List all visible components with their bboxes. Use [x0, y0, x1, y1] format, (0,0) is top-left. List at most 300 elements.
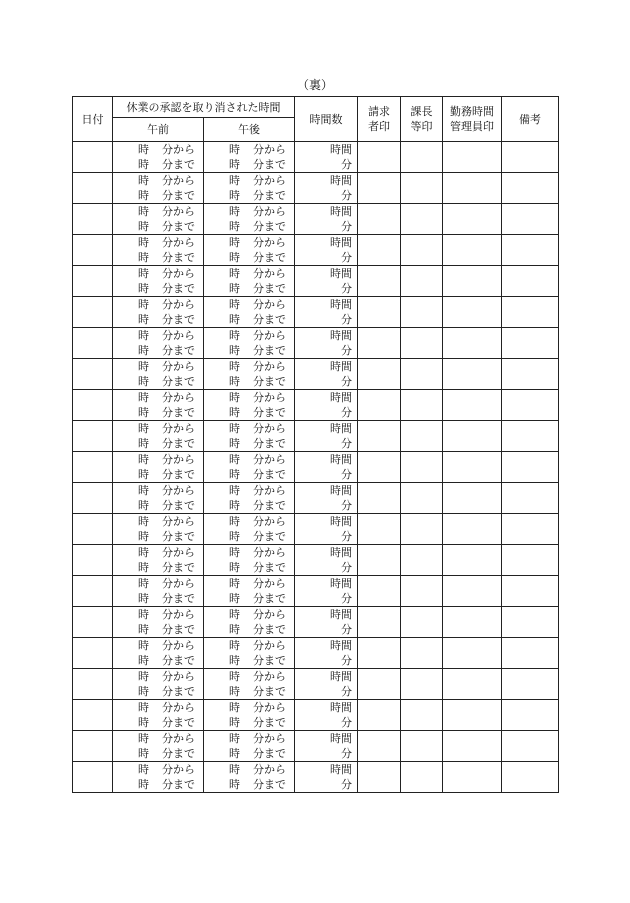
time-until-line	[229, 746, 294, 761]
hour-label: 時	[138, 205, 149, 218]
minute-from-label: 分から	[253, 174, 286, 187]
hours-cell[interactable]	[295, 545, 358, 576]
time-until-line	[229, 591, 294, 606]
hours-unit-label: 時間	[330, 608, 352, 621]
date-header: 日付	[73, 97, 113, 142]
hour-label: 時	[138, 685, 149, 698]
remarks-cell[interactable]	[502, 173, 559, 204]
hour-label: 時	[229, 406, 240, 419]
attendance-seal-cell[interactable]	[443, 607, 502, 638]
minute-from-label: 分から	[162, 763, 195, 776]
manager-seal-cell[interactable]	[401, 266, 443, 297]
table-row	[73, 297, 559, 328]
hours-cell[interactable]	[295, 700, 358, 731]
minute-until-label: 分まで	[162, 654, 195, 667]
date-cell[interactable]	[73, 514, 113, 545]
hour-label: 時	[229, 747, 240, 760]
hour-label: 時	[229, 453, 240, 466]
hour-label: 時	[138, 375, 149, 388]
attendance-seal-cell[interactable]	[443, 700, 502, 731]
minute-from-label: 分から	[162, 360, 195, 373]
hours-cell[interactable]	[295, 731, 358, 762]
attendance-seal-cell[interactable]	[443, 390, 502, 421]
time-until-line	[138, 467, 203, 482]
table-row	[73, 421, 559, 452]
requester-seal-cell[interactable]	[358, 607, 401, 638]
minute-from-label: 分から	[253, 732, 286, 745]
date-cell[interactable]	[73, 266, 113, 297]
manager-seal-cell[interactable]	[401, 762, 443, 793]
date-cell[interactable]	[73, 297, 113, 328]
remarks-cell[interactable]	[502, 607, 559, 638]
remarks-cell[interactable]	[502, 297, 559, 328]
time-from-line	[229, 421, 294, 436]
attendance-seal-cell[interactable]	[443, 731, 502, 762]
hours-cell[interactable]	[295, 266, 358, 297]
minute-until-label: 分まで	[253, 592, 286, 605]
date-cell[interactable]	[73, 700, 113, 731]
attendance-seal-cell[interactable]	[443, 421, 502, 452]
table-row	[73, 545, 559, 576]
date-cell[interactable]	[73, 669, 113, 700]
time-from-line	[138, 421, 203, 436]
date-cell[interactable]	[73, 359, 113, 390]
hour-label: 時	[229, 282, 240, 295]
requester-seal-cell[interactable]	[358, 669, 401, 700]
time-from-line	[138, 576, 203, 591]
time-from-line	[229, 731, 294, 746]
minute-from-label: 分から	[162, 701, 195, 714]
attendance-seal-cell[interactable]	[443, 452, 502, 483]
time-until-line	[229, 405, 294, 420]
requester-seal-cell[interactable]	[358, 483, 401, 514]
afternoon-time-cell[interactable]	[204, 235, 295, 266]
time-until-line	[229, 188, 294, 203]
table-row	[73, 173, 559, 204]
date-cell[interactable]	[73, 452, 113, 483]
morning-time-cell[interactable]	[113, 204, 204, 235]
time-from-line	[138, 359, 203, 374]
morning-time-cell[interactable]	[113, 483, 204, 514]
minute-from-label: 分から	[253, 143, 286, 156]
morning-time-cell[interactable]	[113, 514, 204, 545]
date-cell[interactable]	[73, 328, 113, 359]
time-from-line	[229, 235, 294, 250]
minute-from-label: 分から	[253, 608, 286, 621]
minute-until-label: 分まで	[253, 716, 286, 729]
time-from-line	[229, 483, 294, 498]
remarks-cell[interactable]	[502, 204, 559, 235]
table-row	[73, 514, 559, 545]
date-cell[interactable]	[73, 545, 113, 576]
hours-cell[interactable]	[295, 142, 358, 173]
manager-seal-header	[401, 97, 443, 142]
minute-until-label: 分まで	[253, 468, 286, 481]
time-from-line	[138, 700, 203, 715]
time-from-line	[229, 266, 294, 281]
time-from-line	[138, 452, 203, 467]
morning-time-cell[interactable]	[113, 762, 204, 793]
table-row	[73, 359, 559, 390]
hours-cell[interactable]	[295, 204, 358, 235]
manager-seal-cell[interactable]	[401, 514, 443, 545]
minutes-unit-label: 分	[341, 530, 352, 543]
manager-seal-cell[interactable]	[401, 545, 443, 576]
hour-label: 時	[138, 747, 149, 760]
manager-seal-cell[interactable]	[401, 576, 443, 607]
attendance-seal-cell[interactable]	[443, 669, 502, 700]
minute-until-label: 分まで	[162, 716, 195, 729]
hours-unit-label: 時間	[330, 577, 352, 590]
manager-seal-cell[interactable]	[401, 390, 443, 421]
attendance-seal-cell[interactable]	[443, 638, 502, 669]
requester-seal-cell[interactable]	[358, 731, 401, 762]
remarks-cell[interactable]	[502, 421, 559, 452]
remarks-cell[interactable]	[502, 266, 559, 297]
minute-until-label: 分まで	[253, 406, 286, 419]
manager-seal-cell[interactable]	[401, 421, 443, 452]
attendance-seal-cell[interactable]	[443, 204, 502, 235]
morning-time-cell[interactable]	[113, 700, 204, 731]
hours-unit-label: 時間	[330, 143, 352, 156]
minute-until-label: 分まで	[253, 313, 286, 326]
remarks-cell[interactable]	[502, 328, 559, 359]
hours-header: 時間数	[295, 97, 358, 142]
manager-seal-cell[interactable]	[401, 173, 443, 204]
minutes-unit-label: 分	[341, 499, 352, 512]
morning-time-cell[interactable]	[113, 669, 204, 700]
requester-seal-cell[interactable]	[358, 235, 401, 266]
time-from-line	[138, 607, 203, 622]
requester-seal-cell[interactable]	[358, 638, 401, 669]
hour-label: 時	[229, 267, 240, 280]
remarks-cell[interactable]	[502, 359, 559, 390]
hours-cell[interactable]	[295, 452, 358, 483]
time-until-line	[138, 746, 203, 761]
hour-label: 時	[229, 639, 240, 652]
attendance-seal-cell[interactable]	[443, 266, 502, 297]
hour-label: 時	[229, 670, 240, 683]
hours-cell[interactable]	[295, 328, 358, 359]
morning-time-cell[interactable]	[113, 638, 204, 669]
hours-cell[interactable]	[295, 173, 358, 204]
minute-from-label: 分から	[253, 763, 286, 776]
remarks-cell[interactable]	[502, 514, 559, 545]
afternoon-time-cell[interactable]	[204, 576, 295, 607]
minute-from-label: 分から	[162, 670, 195, 683]
date-cell[interactable]	[73, 173, 113, 204]
remarks-cell[interactable]	[502, 762, 559, 793]
hour-label: 時	[138, 530, 149, 543]
remarks-cell[interactable]	[502, 545, 559, 576]
minute-from-label: 分から	[253, 267, 286, 280]
morning-time-cell[interactable]	[113, 576, 204, 607]
manager-seal-cell[interactable]	[401, 669, 443, 700]
morning-time-cell[interactable]	[113, 421, 204, 452]
requester-seal-cell[interactable]	[358, 762, 401, 793]
manager-seal-cell[interactable]	[401, 731, 443, 762]
requester-seal-cell[interactable]	[358, 297, 401, 328]
date-cell[interactable]	[73, 421, 113, 452]
requester-seal-cell[interactable]	[358, 514, 401, 545]
minutes-unit-label: 分	[341, 623, 352, 636]
date-cell[interactable]	[73, 638, 113, 669]
time-from-line	[229, 700, 294, 715]
hour-label: 時	[229, 763, 240, 776]
hour-label: 時	[138, 143, 149, 156]
afternoon-time-cell[interactable]	[204, 297, 295, 328]
afternoon-time-cell[interactable]	[204, 142, 295, 173]
morning-time-cell[interactable]	[113, 607, 204, 638]
minute-until-label: 分まで	[162, 778, 195, 791]
attendance-seal-cell[interactable]	[443, 514, 502, 545]
minute-from-label: 分から	[162, 143, 195, 156]
time-from-line	[138, 514, 203, 529]
hours-cell[interactable]	[295, 390, 358, 421]
afternoon-time-cell[interactable]	[204, 669, 295, 700]
afternoon-time-cell[interactable]	[204, 638, 295, 669]
afternoon-time-cell[interactable]	[204, 762, 295, 793]
date-cell[interactable]	[73, 483, 113, 514]
time-from-line	[138, 204, 203, 219]
afternoon-header: 午後	[204, 118, 295, 142]
requester-seal-cell[interactable]	[358, 142, 401, 173]
afternoon-time-cell[interactable]	[204, 421, 295, 452]
afternoon-time-cell[interactable]	[204, 266, 295, 297]
afternoon-time-cell[interactable]	[204, 483, 295, 514]
date-cell[interactable]	[73, 607, 113, 638]
hours-cell[interactable]	[295, 762, 358, 793]
minute-from-label: 分から	[162, 484, 195, 497]
hour-label: 時	[229, 298, 240, 311]
minute-until-label: 分まで	[162, 282, 195, 295]
hour-label: 時	[138, 592, 149, 605]
remarks-cell[interactable]	[502, 483, 559, 514]
afternoon-time-cell[interactable]	[204, 359, 295, 390]
manager-seal-cell[interactable]	[401, 297, 443, 328]
hour-label: 時	[229, 499, 240, 512]
hours-unit-label: 時間	[330, 670, 352, 683]
date-cell[interactable]	[73, 731, 113, 762]
hours-cell[interactable]	[295, 483, 358, 514]
afternoon-time-cell[interactable]	[204, 328, 295, 359]
requester-seal-cell[interactable]	[358, 421, 401, 452]
manager-seal-cell[interactable]	[401, 452, 443, 483]
remarks-cell[interactable]	[502, 669, 559, 700]
hours-cell[interactable]	[295, 607, 358, 638]
morning-time-cell[interactable]	[113, 390, 204, 421]
morning-time-cell[interactable]	[113, 235, 204, 266]
attendance-seal-cell[interactable]	[443, 483, 502, 514]
manager-seal-cell[interactable]	[401, 359, 443, 390]
morning-time-cell[interactable]	[113, 142, 204, 173]
hours-cell[interactable]	[295, 638, 358, 669]
minute-from-label: 分から	[162, 422, 195, 435]
morning-time-cell[interactable]	[113, 297, 204, 328]
morning-time-cell[interactable]	[113, 731, 204, 762]
minute-from-label: 分から	[253, 484, 286, 497]
minute-until-label: 分まで	[253, 375, 286, 388]
time-from-line	[229, 173, 294, 188]
time-until-line	[138, 591, 203, 606]
requester-seal-cell[interactable]	[358, 173, 401, 204]
minute-until-label: 分まで	[253, 685, 286, 698]
minute-from-label: 分から	[253, 453, 286, 466]
date-cell[interactable]	[73, 235, 113, 266]
morning-time-cell[interactable]	[113, 359, 204, 390]
afternoon-time-cell[interactable]	[204, 514, 295, 545]
date-cell[interactable]	[73, 142, 113, 173]
minutes-unit-label: 分	[341, 778, 352, 791]
hours-unit-label: 時間	[330, 205, 352, 218]
minute-until-label: 分まで	[162, 685, 195, 698]
time-from-line	[229, 607, 294, 622]
date-cell[interactable]	[73, 204, 113, 235]
afternoon-time-cell[interactable]	[204, 700, 295, 731]
minutes-unit-label: 分	[341, 220, 352, 233]
attendance-seal-cell[interactable]	[443, 576, 502, 607]
attendance-seal-cell[interactable]	[443, 545, 502, 576]
minute-from-label: 分から	[162, 236, 195, 249]
afternoon-time-cell[interactable]	[204, 173, 295, 204]
hour-label: 時	[229, 716, 240, 729]
manager-seal-cell[interactable]	[401, 204, 443, 235]
attendance-seal-cell[interactable]	[443, 297, 502, 328]
hour-label: 時	[229, 236, 240, 249]
hour-label: 時	[138, 406, 149, 419]
afternoon-time-cell[interactable]	[204, 390, 295, 421]
time-from-line	[138, 235, 203, 250]
requester-seal-cell[interactable]	[358, 266, 401, 297]
hour-label: 時	[229, 530, 240, 543]
afternoon-time-cell[interactable]	[204, 204, 295, 235]
attendance-seal-cell[interactable]	[443, 173, 502, 204]
hour-label: 時	[138, 546, 149, 559]
hour-label: 時	[138, 158, 149, 171]
table-row	[73, 483, 559, 514]
hour-label: 時	[138, 360, 149, 373]
manager-seal-cell[interactable]	[401, 638, 443, 669]
minute-until-label: 分まで	[162, 158, 195, 171]
hours-cell[interactable]	[295, 359, 358, 390]
hour-label: 時	[138, 251, 149, 264]
manager-seal-cell[interactable]	[401, 607, 443, 638]
minute-from-label: 分から	[162, 329, 195, 342]
time-from-line	[138, 483, 203, 498]
remarks-cell[interactable]	[502, 235, 559, 266]
remarks-cell[interactable]	[502, 576, 559, 607]
hour-label: 時	[229, 375, 240, 388]
requester-seal-cell[interactable]	[358, 452, 401, 483]
hour-label: 時	[229, 189, 240, 202]
time-from-line	[229, 545, 294, 560]
hours-cell[interactable]	[295, 514, 358, 545]
time-until-line	[138, 250, 203, 265]
hours-unit-label: 時間	[330, 453, 352, 466]
minute-until-label: 分まで	[162, 530, 195, 543]
afternoon-time-cell[interactable]	[204, 607, 295, 638]
attendance-seal-cell[interactable]	[443, 328, 502, 359]
remarks-cell[interactable]	[502, 142, 559, 173]
time-from-line	[229, 514, 294, 529]
attendance-seal-cell[interactable]	[443, 359, 502, 390]
afternoon-time-cell[interactable]	[204, 452, 295, 483]
minutes-unit-label: 分	[341, 716, 352, 729]
morning-time-cell[interactable]	[113, 545, 204, 576]
remarks-cell[interactable]	[502, 390, 559, 421]
minute-from-label: 分から	[162, 453, 195, 466]
requester-seal-cell[interactable]	[358, 390, 401, 421]
time-from-line	[229, 390, 294, 405]
manager-seal-cell[interactable]	[401, 328, 443, 359]
minute-until-label: 分まで	[162, 251, 195, 264]
hour-label: 時	[138, 716, 149, 729]
hour-label: 時	[229, 468, 240, 481]
minute-from-label: 分から	[253, 701, 286, 714]
time-until-line	[138, 777, 203, 792]
hour-label: 時	[138, 437, 149, 450]
requester-seal-cell[interactable]	[358, 545, 401, 576]
date-cell[interactable]	[73, 390, 113, 421]
manager-seal-header-line2: 等印	[410, 120, 433, 133]
hours-cell[interactable]	[295, 297, 358, 328]
remarks-cell[interactable]	[502, 452, 559, 483]
hour-label: 時	[229, 561, 240, 574]
table-row	[73, 452, 559, 483]
hour-label: 時	[229, 778, 240, 791]
minute-until-label: 分まで	[253, 437, 286, 450]
requester-seal-cell[interactable]	[358, 359, 401, 390]
hours-unit-label: 時間	[330, 546, 352, 559]
manager-seal-cell[interactable]	[401, 235, 443, 266]
date-cell[interactable]	[73, 762, 113, 793]
morning-time-cell[interactable]	[113, 328, 204, 359]
minutes-unit-label: 分	[341, 592, 352, 605]
morning-time-cell[interactable]	[113, 266, 204, 297]
minute-from-label: 分から	[162, 639, 195, 652]
manager-seal-cell[interactable]	[401, 483, 443, 514]
attendance-seal-cell[interactable]	[443, 235, 502, 266]
remarks-cell[interactable]	[502, 731, 559, 762]
afternoon-time-cell[interactable]	[204, 545, 295, 576]
requester-seal-cell[interactable]	[358, 328, 401, 359]
manager-seal-cell[interactable]	[401, 700, 443, 731]
hours-unit-label: 時間	[330, 298, 352, 311]
hours-cell[interactable]	[295, 669, 358, 700]
time-until-line	[138, 436, 203, 451]
morning-time-cell[interactable]	[113, 173, 204, 204]
date-cell[interactable]	[73, 576, 113, 607]
hours-cell[interactable]	[295, 235, 358, 266]
requester-seal-cell[interactable]	[358, 700, 401, 731]
attendance-seal-cell[interactable]	[443, 142, 502, 173]
morning-time-cell[interactable]	[113, 452, 204, 483]
minute-until-label: 分まで	[253, 654, 286, 667]
remarks-cell[interactable]	[502, 700, 559, 731]
minute-until-label: 分まで	[253, 561, 286, 574]
afternoon-time-cell[interactable]	[204, 731, 295, 762]
requester-seal-cell[interactable]	[358, 204, 401, 235]
hour-label: 時	[229, 360, 240, 373]
manager-seal-cell[interactable]	[401, 142, 443, 173]
hours-cell[interactable]	[295, 421, 358, 452]
attendance-seal-cell[interactable]	[443, 762, 502, 793]
remarks-cell[interactable]	[502, 638, 559, 669]
minute-until-label: 分まで	[253, 158, 286, 171]
requester-seal-cell[interactable]	[358, 576, 401, 607]
page-title: （裏）	[296, 78, 333, 92]
hours-cell[interactable]	[295, 576, 358, 607]
